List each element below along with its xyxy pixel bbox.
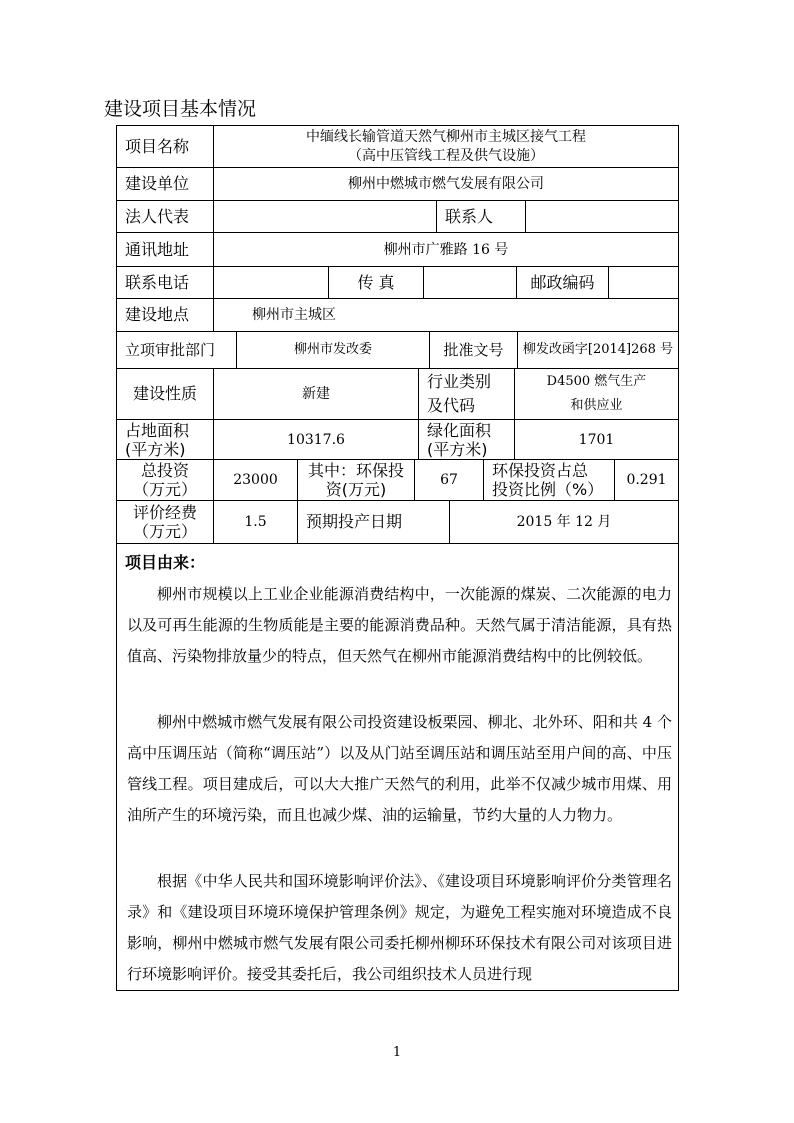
address-label: 通讯地址: [117, 233, 214, 267]
eval-fee-label: [117, 501, 214, 544]
green-area-label-line-2: (平方米): [427, 439, 488, 459]
green-area-value: 1701: [515, 420, 678, 460]
postcode-label: 邮政编码: [517, 267, 609, 299]
env-investment-label: [298, 460, 415, 501]
fax-value: [424, 267, 517, 299]
contact-person-label: 联系人: [437, 201, 526, 233]
construction-unit-label: 建设单位: [117, 168, 214, 201]
env-ratio-label-line-1: 环保投资占总: [492, 461, 589, 480]
env-ratio-label-line-2: 投资比例（%）: [492, 480, 604, 499]
project-name-line-2: （高中压管线工程及供气设施）: [348, 147, 544, 164]
env-investment-label-line-1: 其中：环保投: [307, 461, 404, 480]
green-area-label: [419, 420, 515, 460]
green-area-label-line-1: 绿化面积: [427, 420, 492, 440]
construction-nature-label: 建设性质: [117, 369, 214, 420]
land-area-label-line-2: (平方米): [125, 439, 186, 459]
land-area-value: 10317.6: [214, 420, 419, 460]
industry-value-line-2: 和供应业: [570, 398, 623, 413]
total-investment-label: [117, 460, 214, 501]
contact-person-value: [526, 201, 678, 233]
location-label: 建设地点: [117, 299, 214, 332]
env-investment-label-line-2: 资(万元): [325, 480, 387, 499]
project-info-form: [116, 125, 679, 991]
industry-value: [515, 369, 678, 420]
land-area-label-line-1: 占地面积: [125, 420, 190, 440]
page-heading: 建设项目基本情况: [104, 98, 257, 120]
origin-paragraph-1: 柳州市规模以上工业企业能源消费结构中，一次能源的煤炭、二次能源的电力以及可再生能源的生物质能是主要的能源消费品种。天然气属于清洁能源，具有热值高、污染物排放量少的特点，但天然气在柳州市能源消费结构中的比例较低。: [127, 585, 672, 665]
construction-unit-value: 柳州中燃城市燃气发展有限公司: [214, 168, 678, 201]
eval-fee-value: 1.5: [214, 501, 298, 544]
approval-number-label: 批准文号: [430, 332, 518, 369]
industry-label-line-2: 及代码: [427, 396, 476, 415]
total-investment-label-line-1: 总投资: [140, 461, 189, 480]
land-area-label: [117, 420, 214, 460]
total-investment-value: 23000: [214, 460, 298, 501]
project-name-label: 项目名称: [117, 126, 214, 168]
construction-nature-value: 新建: [214, 369, 419, 420]
location-value: 柳州市主城区: [214, 299, 678, 332]
legal-rep-value: [214, 201, 437, 233]
approval-dept-value: 柳州市发改委: [237, 332, 430, 369]
origin-paragraph-2: 柳州中燃城市燃气发展有限公司投资建设板栗园、柳北、北外环、阳和共 4 个高中压调压站（简称“调压站”）以及从门站至调压站和调压站至用户间的高、中压管线工程。项目建成后，可以大大推广天然气的利用，此举不仅减少城市用煤、用油所产生的环境污染，而且也减少煤、油的运输量，节约大量的人力物力。: [127, 713, 672, 824]
env-investment-value: 67: [415, 460, 484, 501]
legal-rep-label: 法人代表: [117, 201, 214, 233]
origin-paragraph-3: 根据《中华人民共和国环境影响评价法》、《建设项目环境影响评价分类管理名录》和《建设项目环境环境保护管理条例》规定，为避免工程实施对环境造成不良影响，柳州中燃城市燃气发展有限公司委托柳州柳环环保技术有限公司对该项目进行环境影响评价。接受其委托后，我公司组织技术人员进行现: [127, 872, 672, 983]
production-date-label: 预期投产日期: [298, 501, 450, 544]
total-investment-label-line-2: （万元）: [132, 480, 197, 499]
industry-label: [419, 369, 515, 420]
env-ratio-label: [484, 460, 615, 501]
industry-label-line-1: 行业类别: [427, 372, 492, 391]
approval-dept-label: 立项审批部门: [117, 332, 237, 369]
project-name-line-1: 中缅线长输管道天然气柳州市主城区接气工程: [306, 128, 586, 145]
fax-label: 传 真: [329, 267, 424, 299]
phone-value: [214, 267, 329, 299]
eval-fee-label-line-2: （万元）: [132, 522, 197, 541]
production-date-value: 2015 年 12 月: [450, 501, 678, 544]
env-ratio-value: 0.291: [615, 460, 678, 501]
approval-number-value: 柳发改函字[2014]268 号: [518, 332, 678, 369]
project-name-value: [214, 126, 678, 168]
project-origin-title: 项目由来：: [125, 553, 206, 572]
page-number: 1: [392, 1045, 402, 1060]
postcode-value: [609, 267, 678, 299]
industry-value-line-1: D4500 燃气生产: [546, 374, 647, 389]
phone-label: 联系电话: [117, 267, 214, 299]
eval-fee-label-line-1: 评价经费: [132, 503, 197, 522]
address-value: 柳州市广雅路 16 号: [214, 233, 678, 267]
